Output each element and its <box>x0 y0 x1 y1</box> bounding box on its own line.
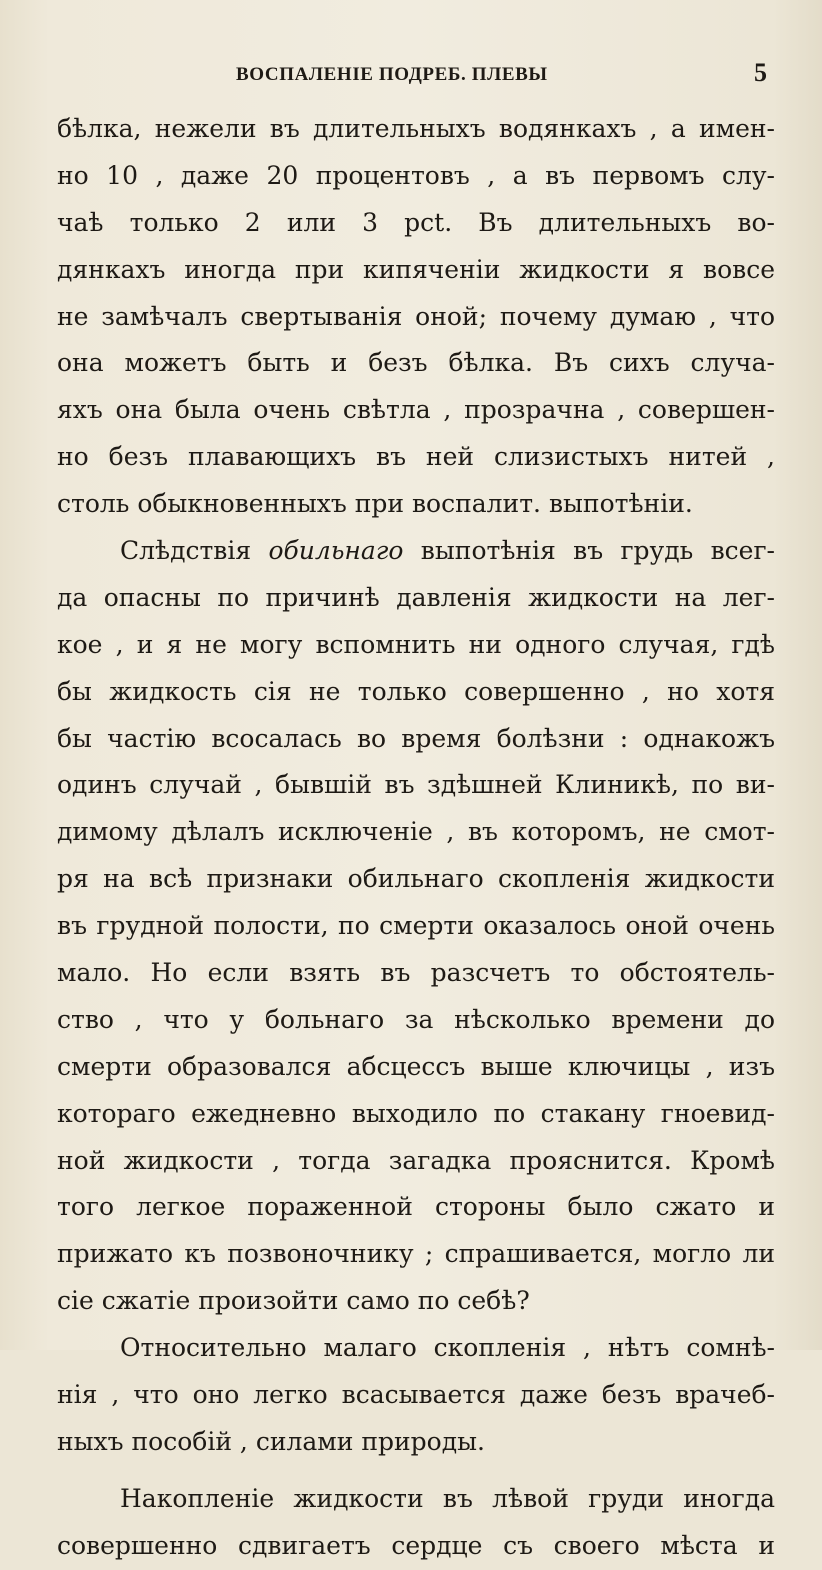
page-header <box>0 58 822 94</box>
text-line: бы частію всосалась во время болѣзни : однакожъ <box>57 723 775 753</box>
text-line: но безъ плавающихъ въ ней слизистыхъ нитей , <box>57 442 775 472</box>
text-line: не замѣчалъ свертыванія оной; почему думаю , что <box>57 301 775 331</box>
text-line-paragraph-start <box>57 528 775 575</box>
text-run: Слѣдствія <box>120 536 269 566</box>
page-number: 5 <box>754 58 767 87</box>
text-line: дянкахъ иногда при кипяченіи жидкости я вовсе <box>57 254 775 284</box>
text-line: ря на всѣ признаки обильнаго скопленія жидкости <box>57 864 775 894</box>
text-line-paragraph-start: Относительно малаго скопленія , нѣтъ сомнѣ- <box>120 1333 775 1363</box>
text-line: котораго ежедневно выходило по стакану гноевид- <box>57 1098 775 1128</box>
running-title: ВОСПАЛЕНІЕ ПОДРЕБ. ПЛЕВЫ <box>236 64 548 85</box>
text-line: она можетъ быть и безъ бѣлка. Въ сихъ случа- <box>57 348 775 378</box>
text-line: чаѣ только 2 или 3 pct. Въ длительныхъ во- <box>57 207 775 237</box>
text-line: да опасны по причинѣ давленія жидкости на лег- <box>57 582 775 612</box>
text-line: одинъ случай , бывшій въ здѣшней Клиникѣ, по ви- <box>57 770 775 800</box>
text-line: ной жидкости , тогда загадка прояснится. Кромѣ <box>57 1145 775 1175</box>
text-line: кое , и я не могу вспомнить ни одного случая, гдѣ <box>57 629 775 659</box>
text-line: яхъ она была очень свѣтла , прозрачна , совершен- <box>57 395 775 425</box>
text-line: того легкое пораженной стороны было сжато и <box>57 1192 775 1222</box>
text-line: смерти образовался абсцессъ выше ключицы , изъ <box>57 1051 775 1081</box>
text-line: нія , что оно легко всасывается даже безъ врачеб- <box>57 1380 775 1410</box>
text-line: бы жидкость сія не только совершенно , но хотя <box>57 676 775 706</box>
italic-word: обильнаго <box>268 536 404 566</box>
text-line: сіе сжатіе произойти само по себѣ? <box>57 1286 530 1316</box>
text-run: выпотѣнія въ грудь всег- <box>403 536 775 566</box>
text-line: димому дѣлалъ исключеніе , въ которомъ, не смот- <box>57 817 775 847</box>
text-line-paragraph-start: Накопленіе жидкости въ лѣвой груди иногда <box>120 1483 775 1513</box>
text-line: въ грудной полости, по смерти оказалось оной очень <box>57 911 775 941</box>
text-line: ство , что у больнаго за нѣсколько времени до <box>57 1004 775 1034</box>
text-line: мало. Но если взять въ разсчетъ то обстоятель- <box>57 958 775 988</box>
text-line: ныхъ пособій , силами природы. <box>57 1426 485 1456</box>
text-line: прижато къ позвоночнику ; спрашивается, могло ли <box>57 1239 775 1269</box>
body-text <box>57 106 775 1570</box>
text-line: бѣлка, нежели въ длительныхъ водянкахъ , а имен- <box>57 114 775 143</box>
text-line: совершенно сдвигаетъ сердце съ своего мѣста и <box>57 1530 775 1560</box>
text-line: но 10 , даже 20 процентовъ , а въ первомъ слу- <box>57 160 775 190</box>
text-line: столь обыкновенныхъ при воспалит. выпотѣніи. <box>57 489 693 519</box>
